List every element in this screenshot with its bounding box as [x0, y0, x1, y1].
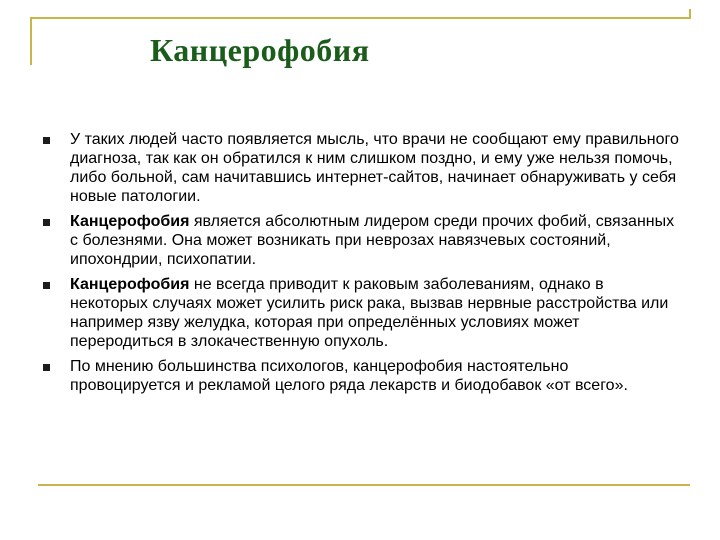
bullet-item-1 [40, 130, 680, 206]
bullet-text: не всегда приводит к раковым заболеваниям, однако в некоторых случаях может усилить риск рака, вызвав нервные расстройства или например язву желудка, которая при определённых условиях может переродиться в злокачественную опухоль. [70, 276, 669, 350]
bullet-item-2 [40, 212, 680, 269]
bullet-list [40, 130, 680, 401]
frame-top-line [30, 17, 691, 19]
slide-title: Канцерофобия [150, 32, 370, 68]
bullet-text: По мнению большинства психологов, канцерофобия настоятельно провоцируется и рекламой целого ряда лекарств и биодобавок «от всего». [70, 358, 628, 394]
frame-right-tick [689, 9, 691, 19]
square-bullet-icon [43, 219, 50, 226]
square-bullet-icon [43, 282, 50, 289]
square-bullet-icon [43, 137, 50, 144]
bullet-item-3 [40, 275, 680, 351]
bullet-item-4 [40, 357, 680, 395]
bullet-lead: Канцерофобия [70, 276, 190, 293]
frame-left-line [30, 17, 32, 65]
bullet-text: У таких людей часто появляется мысль, что врачи не сообщают ему правильного диагноза, так как он обратился к ним слишком поздно, и ему уже нельзя помочь, либо больной, сам начитавшись интернет-сайтов, начинает обнаруживать у себя новые патологии. [70, 131, 679, 205]
frame-bottom-line [38, 484, 690, 486]
square-bullet-icon [43, 364, 50, 371]
bullet-text: является абсолютным лидером среди прочих фобий, связанных с болезнями. Она может возникать при неврозах навязчевых состояний, ипохондрии, психопатии. [70, 213, 675, 268]
bullet-lead: Канцерофобия [70, 213, 190, 230]
